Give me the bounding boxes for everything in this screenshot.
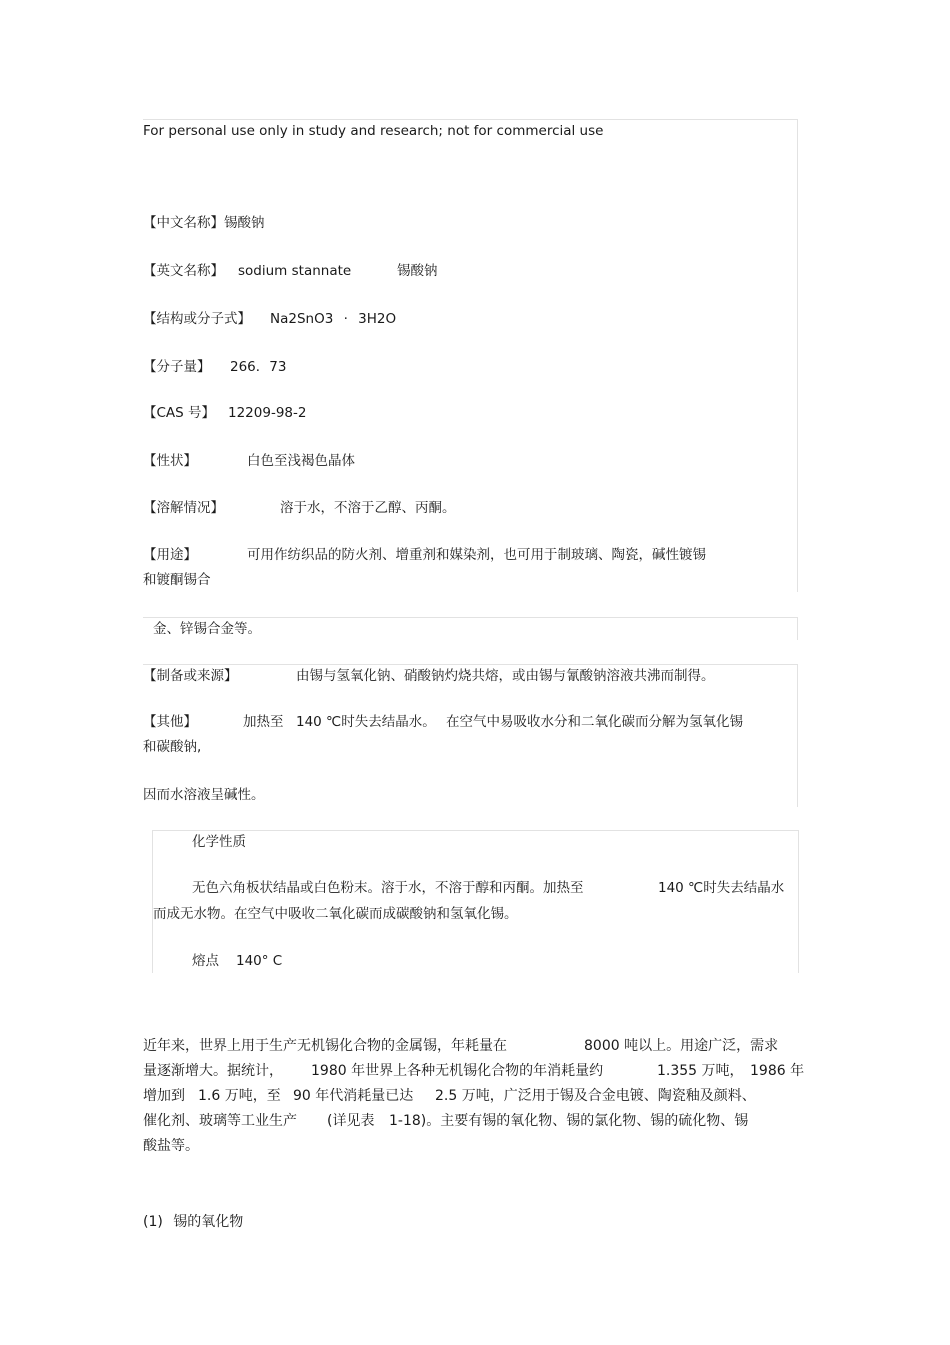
field-other-line3: 因而水溶液呈碱性。 bbox=[143, 787, 265, 803]
body-l2-a: 量逐渐增大。据统计， bbox=[143, 1063, 283, 1079]
body-l2-b: 1980 年世界上各种无机锡化合物的年消耗量约 bbox=[311, 1063, 604, 1079]
field-english-name bbox=[143, 262, 224, 280]
melting-value: 140° C bbox=[236, 953, 283, 969]
chem-props-para1-b: 140 ℃时失去结晶水 bbox=[658, 880, 785, 896]
field-uses-label: 【用途】 bbox=[143, 547, 197, 563]
field-label: 【英文名称】 bbox=[143, 263, 224, 279]
field-other-value-b: 140 ℃时失去结晶水。 bbox=[296, 714, 436, 730]
chem-props-title: 化学性质 bbox=[192, 834, 246, 850]
field-preparation-label: 【制备或来源】 bbox=[143, 668, 238, 684]
usage-notice: For personal use only in study and research; not for commercial use bbox=[143, 123, 604, 139]
field-chinese-name bbox=[143, 214, 265, 232]
field-formula-value: Na2SnO3 · 3H2O bbox=[270, 311, 397, 327]
section-title: 锡的氧化物 bbox=[173, 1214, 244, 1230]
field-uses-value: 可用作纺织品的防火剂、增重剂和媒染剂，也可用于制玻璃、陶瓷，碱性镀锡 bbox=[247, 547, 706, 563]
body-l4-b: (详见表 bbox=[327, 1113, 375, 1129]
field-cas-label: 【CAS 号】 bbox=[143, 405, 216, 421]
field-uses-line3: 金、锌锡合金等。 bbox=[153, 621, 261, 637]
field-appearance-label: 【性状】 bbox=[143, 453, 197, 469]
field-english-value: sodium stannate bbox=[238, 263, 352, 279]
field-appearance-value: 白色至浅褐色晶体 bbox=[247, 453, 355, 469]
field-preparation-value: 由锡与氢氧化钠、硝酸钠灼烧共熔，或由锡与氰酸钠溶液共沸而制得。 bbox=[296, 668, 715, 684]
section-number: (1) bbox=[143, 1214, 163, 1230]
field-label: 【中文名称】 bbox=[143, 215, 224, 231]
body-l1-a: 近年来，世界上用于生产无机锡化合物的金属锡，年耗量在 bbox=[143, 1038, 507, 1054]
field-molweight-label: 【分子量】 bbox=[143, 359, 211, 375]
field-cas-value: 12209-98-2 bbox=[228, 405, 307, 421]
field-other-value-a: 加热至 bbox=[243, 714, 284, 730]
field-solubility-label: 【溶解情况】 bbox=[143, 500, 224, 516]
body-l5: 酸盐等。 bbox=[143, 1138, 199, 1154]
table-box-1 bbox=[143, 119, 798, 592]
field-other-value-c: 在空气中易吸收水分和二氧化碳而分解为氢氧化锡 bbox=[446, 714, 743, 730]
field-other-label: 【其他】 bbox=[143, 714, 197, 730]
field-formula-label: 【结构或分子式】 bbox=[143, 311, 251, 327]
body-l3-b: 1.6 万吨，至 bbox=[198, 1088, 281, 1104]
body-l4-c: 1-18)。主要有锡的氧化物、锡的氯化物、锡的硫化物、锡 bbox=[389, 1113, 749, 1129]
body-l3-d: 2.5 万吨，广泛用于锡及合金电镀、陶瓷釉及颜料、 bbox=[435, 1088, 756, 1104]
body-l4-a: 催化剂、玻璃等工业生产 bbox=[143, 1113, 297, 1129]
field-uses-line2: 和镀酮锡合 bbox=[143, 572, 211, 588]
chem-props-para1-line2: 而成无水物。在空气中吸收二氧化碳而成碳酸钠和氢氧化锡。 bbox=[153, 906, 518, 922]
field-molweight-value: 266．73 bbox=[230, 359, 287, 375]
field-other-line2: 和碳酸钠, bbox=[143, 739, 202, 755]
section-heading bbox=[143, 1213, 243, 1231]
field-solubility-value: 溶于水，不溶于乙醇、丙酮。 bbox=[280, 500, 456, 516]
body-l1-b: 8000 吨以上。用途广泛，需求 bbox=[584, 1038, 779, 1054]
field-value: 锡酸钠 bbox=[224, 215, 265, 231]
body-l2-c: 1.355 万吨， bbox=[657, 1063, 744, 1079]
body-l2-d: 1986 年 bbox=[750, 1063, 805, 1079]
field-english-value-cn: 锡酸钠 bbox=[397, 263, 438, 279]
body-l3-a: 增加到 bbox=[143, 1088, 185, 1104]
melting-label: 熔点 bbox=[192, 953, 219, 969]
chem-props-para1-a: 无色六角板状结晶或白色粉末。溶于水，不溶于醇和丙酮。加热至 bbox=[192, 880, 584, 896]
body-l3-c: 90 年代消耗量已达 bbox=[293, 1088, 414, 1104]
